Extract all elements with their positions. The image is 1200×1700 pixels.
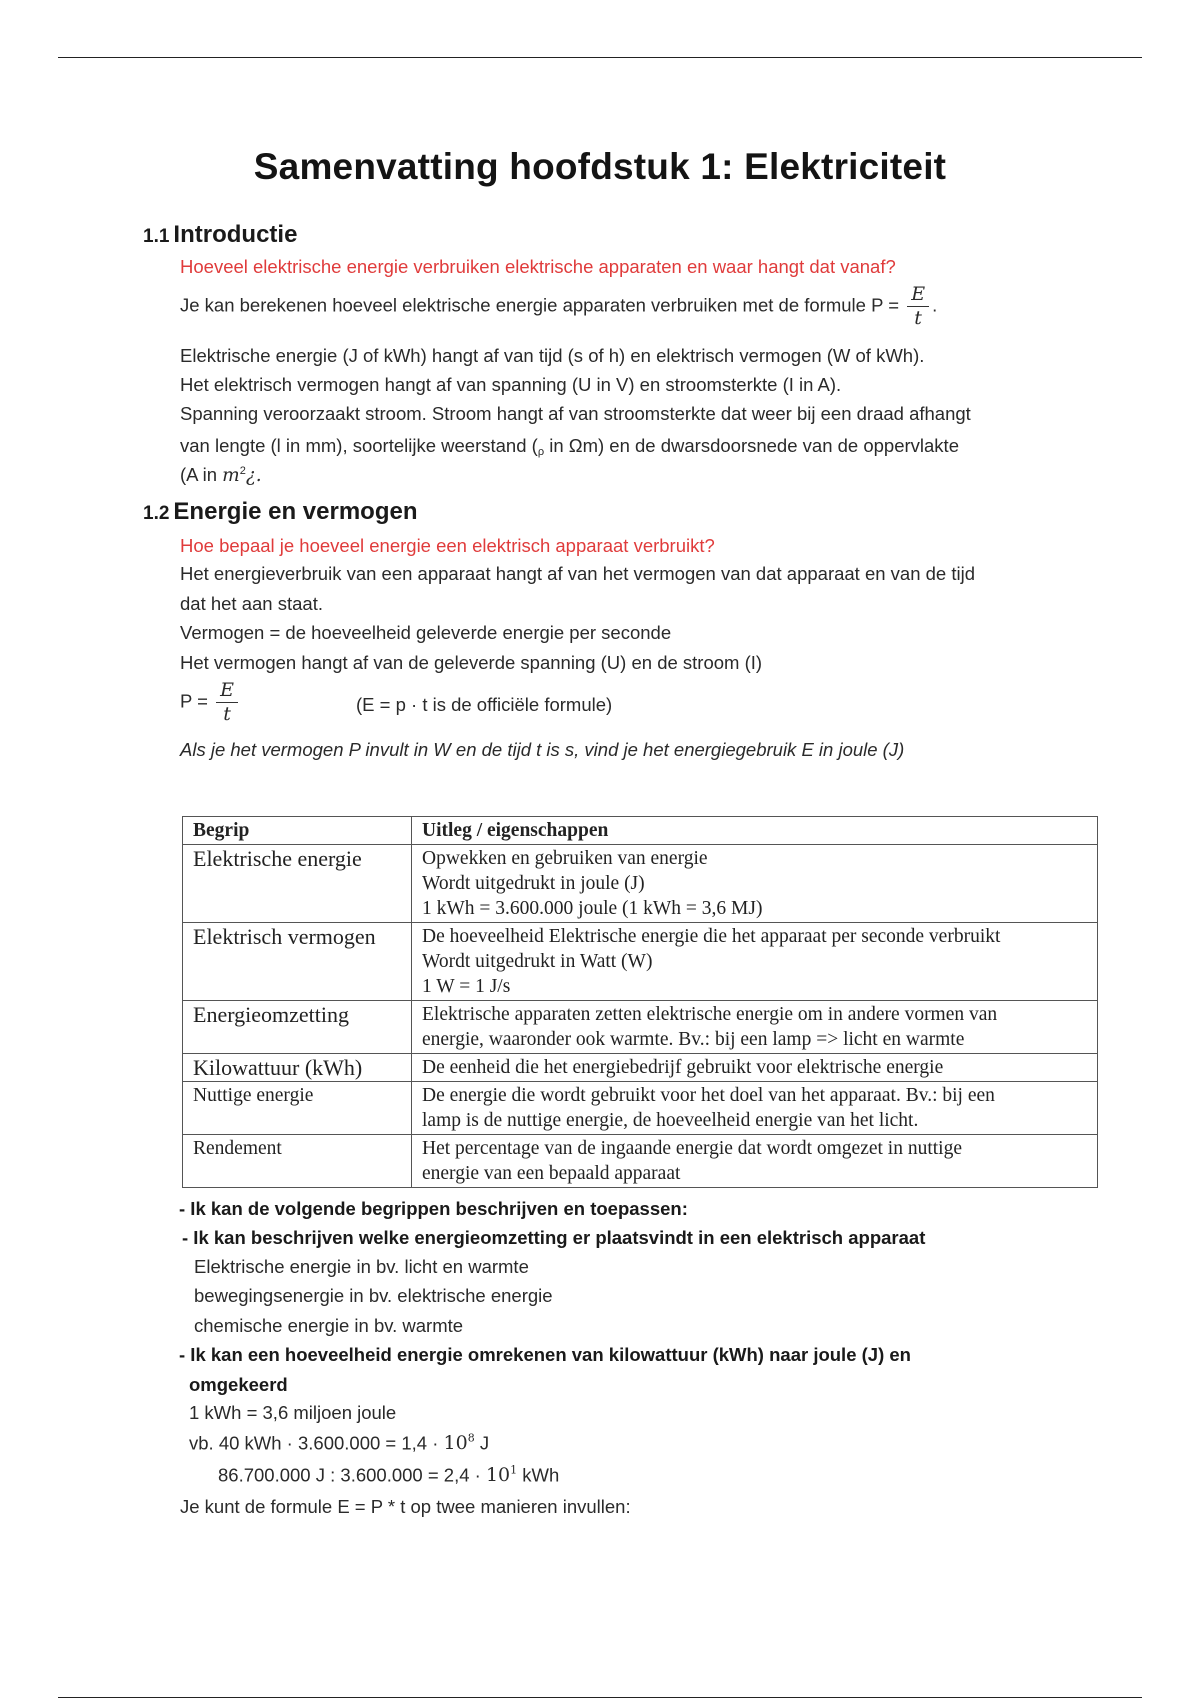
table-cell-term: Elektrische energie — [183, 845, 412, 923]
text-line: Spanning veroorzaakt stroom. Stroom hangt af van stroomsterkte dat weer bij een draad afhangt — [180, 403, 971, 424]
fraction-denominator: t — [914, 307, 922, 329]
text-line: Het elektrisch vermogen hangt af van spanning (U in V) en stroomsterkte (I in A). — [180, 374, 842, 395]
bottom-rule — [58, 1697, 1142, 1698]
table-cell-explanation — [412, 1001, 1098, 1054]
section-heading-introductie — [143, 221, 297, 249]
explanation-line: Elektrische apparaten zetten elektrische energie om in andere vormen van — [422, 1004, 998, 1025]
table-row — [183, 1001, 1098, 1054]
top-rule — [58, 57, 1142, 58]
example-unit: kWh — [517, 1464, 560, 1486]
formula-text: P = — [180, 690, 208, 712]
power-base: 10 — [443, 1432, 468, 1455]
fraction-numerator: E — [216, 681, 238, 703]
table-row — [183, 1054, 1098, 1082]
goal-2: - Ik kan beschrijven welke energieomzetting er plaatsvindt in een elektrisch apparaat — [182, 1227, 926, 1248]
text-line: Elektrische energie (J of kWh) hangt af van tijd (s of h) en elektrisch vermogen (W of kWh). — [180, 345, 925, 366]
table-cell-explanation — [412, 923, 1098, 1001]
example-text: 86.700.000 J : 3.600.000 = 2,4 · — [218, 1464, 486, 1486]
page-title: Samenvatting hoofdstuk 1: Elektriciteit — [253, 146, 947, 187]
explanation-line: lamp is de nuttige energie, de hoeveelheid energie van het licht. — [422, 1110, 919, 1131]
example-unit: J — [474, 1432, 490, 1454]
kwh-definition: 1 kWh = 3,6 miljoen joule — [189, 1402, 397, 1423]
text-line: Het vermogen hangt af van de geleverde spanning (U) en de stroom (I) — [180, 652, 763, 673]
text-line: Het energieverbruik van een apparaat hangt af van het vermogen van dat apparaat en van de tijd — [180, 563, 976, 584]
power-exponent: 1 — [510, 1464, 518, 1477]
explanation-line: De eenheid die het energiebedrijf gebruikt voor elektrische energie — [422, 1057, 944, 1078]
text-part: ¿. — [245, 465, 262, 486]
official-formula: (E = p · t is de officiële formule) — [356, 694, 613, 715]
fraction-numerator: E — [907, 285, 929, 307]
goal-1: - Ik kan de volgende begrippen beschrijven en toepassen: — [179, 1198, 688, 1219]
section-label: Introductie — [173, 221, 298, 248]
begrip-table — [182, 816, 1098, 1188]
table-cell-term: Elektrisch vermogen — [183, 923, 412, 1001]
goal-3-cont: omgekeerd — [189, 1374, 288, 1395]
explanation-line: energie, waaronder ook warmte. Bv.: bij een lamp => licht en warmte — [422, 1029, 965, 1050]
example-1 — [189, 1432, 489, 1454]
text-part: van lengte (l in mm), soortelijke weerstand ( — [180, 435, 538, 456]
power-formula — [180, 681, 241, 724]
area-exponent: 2 — [239, 464, 246, 477]
power-exponent: 8 — [467, 1432, 475, 1445]
explanation-line: energie van een bepaald apparaat — [422, 1163, 681, 1184]
section-number: 1.2 — [143, 503, 170, 524]
goal-3: - Ik kan een hoeveelheid energie omrekenen van kilowattuur (kWh) naar joule (J) en — [179, 1344, 911, 1365]
example-2 — [218, 1464, 559, 1486]
formula-text: Je kan berekenen hoeveel elektrische energie apparaten verbruiken met de formule P = — [180, 294, 900, 316]
header-uitleg: Uitleg / eigenschappen — [412, 817, 1098, 845]
explanation-line: 1 kWh = 3.600.000 joule (1 kWh = 3,6 MJ) — [422, 898, 763, 919]
text-line — [180, 435, 959, 458]
text-part: (A in — [180, 464, 223, 485]
formula-fraction — [907, 285, 929, 328]
example-text: vb. 40 kWh · 3.600.000 = 1,4 · — [189, 1432, 444, 1454]
conversion-item: chemische energie in bv. warmte — [194, 1315, 464, 1336]
formula-line: Je kan berekenen hoeveel elektrische energie apparaten verbruiken met de formule P = $\frac{E}{t}$ . — [180, 283, 938, 329]
table-row — [183, 1082, 1098, 1135]
text-line — [180, 464, 262, 486]
question-2: Hoe bepaal je hoeveel energie een elektrisch apparaat verbruikt? — [180, 535, 715, 556]
table-cell-explanation — [412, 1135, 1098, 1188]
explanation-line: Opwekken en gebruiken van energie — [422, 848, 708, 869]
table-cell-explanation — [412, 845, 1098, 923]
fraction-denominator: t — [223, 703, 231, 725]
table-cell-explanation — [412, 1082, 1098, 1135]
formula-fraction — [216, 681, 238, 724]
formula-two-ways: Je kunt de formule E = P * t op twee manieren invullen: — [180, 1496, 631, 1517]
conversion-item: Elektrische energie in bv. licht en warmte — [194, 1256, 529, 1277]
explanation-line: De energie die wordt gebruikt voor het doel van het apparaat. Bv.: bij een — [422, 1085, 995, 1106]
explanation-line: De hoeveelheid Elektrische energie die het apparaat per seconde verbruikt — [422, 926, 1001, 947]
section-heading-energie-vermogen — [143, 498, 418, 526]
table-header-row — [183, 817, 1098, 845]
text-part: in Ωm) en de dwarsdoorsnede van de oppervlakte — [544, 435, 959, 456]
explanation-line: Wordt uitgedrukt in Watt (W) — [422, 951, 653, 972]
table-cell-term: Kilowattuur (kWh) — [183, 1054, 412, 1082]
italic-note: Als je het vermogen P invult in W en de tijd t is s, vind je het energiegebruik E in joule (J) — [180, 739, 905, 760]
explanation-line: 1 W = 1 J/s — [422, 976, 511, 997]
table-row — [183, 923, 1098, 1001]
section-number: 1.1 — [143, 226, 170, 247]
explanation-line: Wordt uitgedrukt in joule (J) — [422, 873, 645, 894]
power-base: 10 — [485, 1464, 511, 1487]
text-line: Vermogen = de hoeveelheid geleverde energie per seconde — [180, 622, 672, 643]
header-begrip: Begrip — [183, 817, 412, 845]
rho-symbol: ρ — [537, 446, 545, 458]
area-unit: m — [222, 465, 240, 486]
table-cell-term: Nuttige energie — [183, 1082, 412, 1135]
conversion-item: bewegingsenergie in bv. elektrische energie — [194, 1285, 553, 1306]
text-line: dat het aan staat. — [180, 593, 323, 614]
table-cell-explanation — [412, 1054, 1098, 1082]
table-cell-term: Energieomzetting — [183, 1001, 412, 1054]
power-of-ten — [486, 1464, 517, 1486]
section-label: Energie en vermogen — [173, 498, 418, 525]
question-1: Hoeveel elektrische energie verbruiken elektrische apparaten en waar hangt dat vanaf? — [180, 256, 896, 277]
table-row — [183, 1135, 1098, 1188]
explanation-line: Het percentage van de ingaande energie dat wordt omgezet in nuttige — [422, 1138, 963, 1159]
power-of-ten — [444, 1432, 475, 1454]
table-cell-term: Rendement — [183, 1135, 412, 1188]
table-row — [183, 845, 1098, 923]
